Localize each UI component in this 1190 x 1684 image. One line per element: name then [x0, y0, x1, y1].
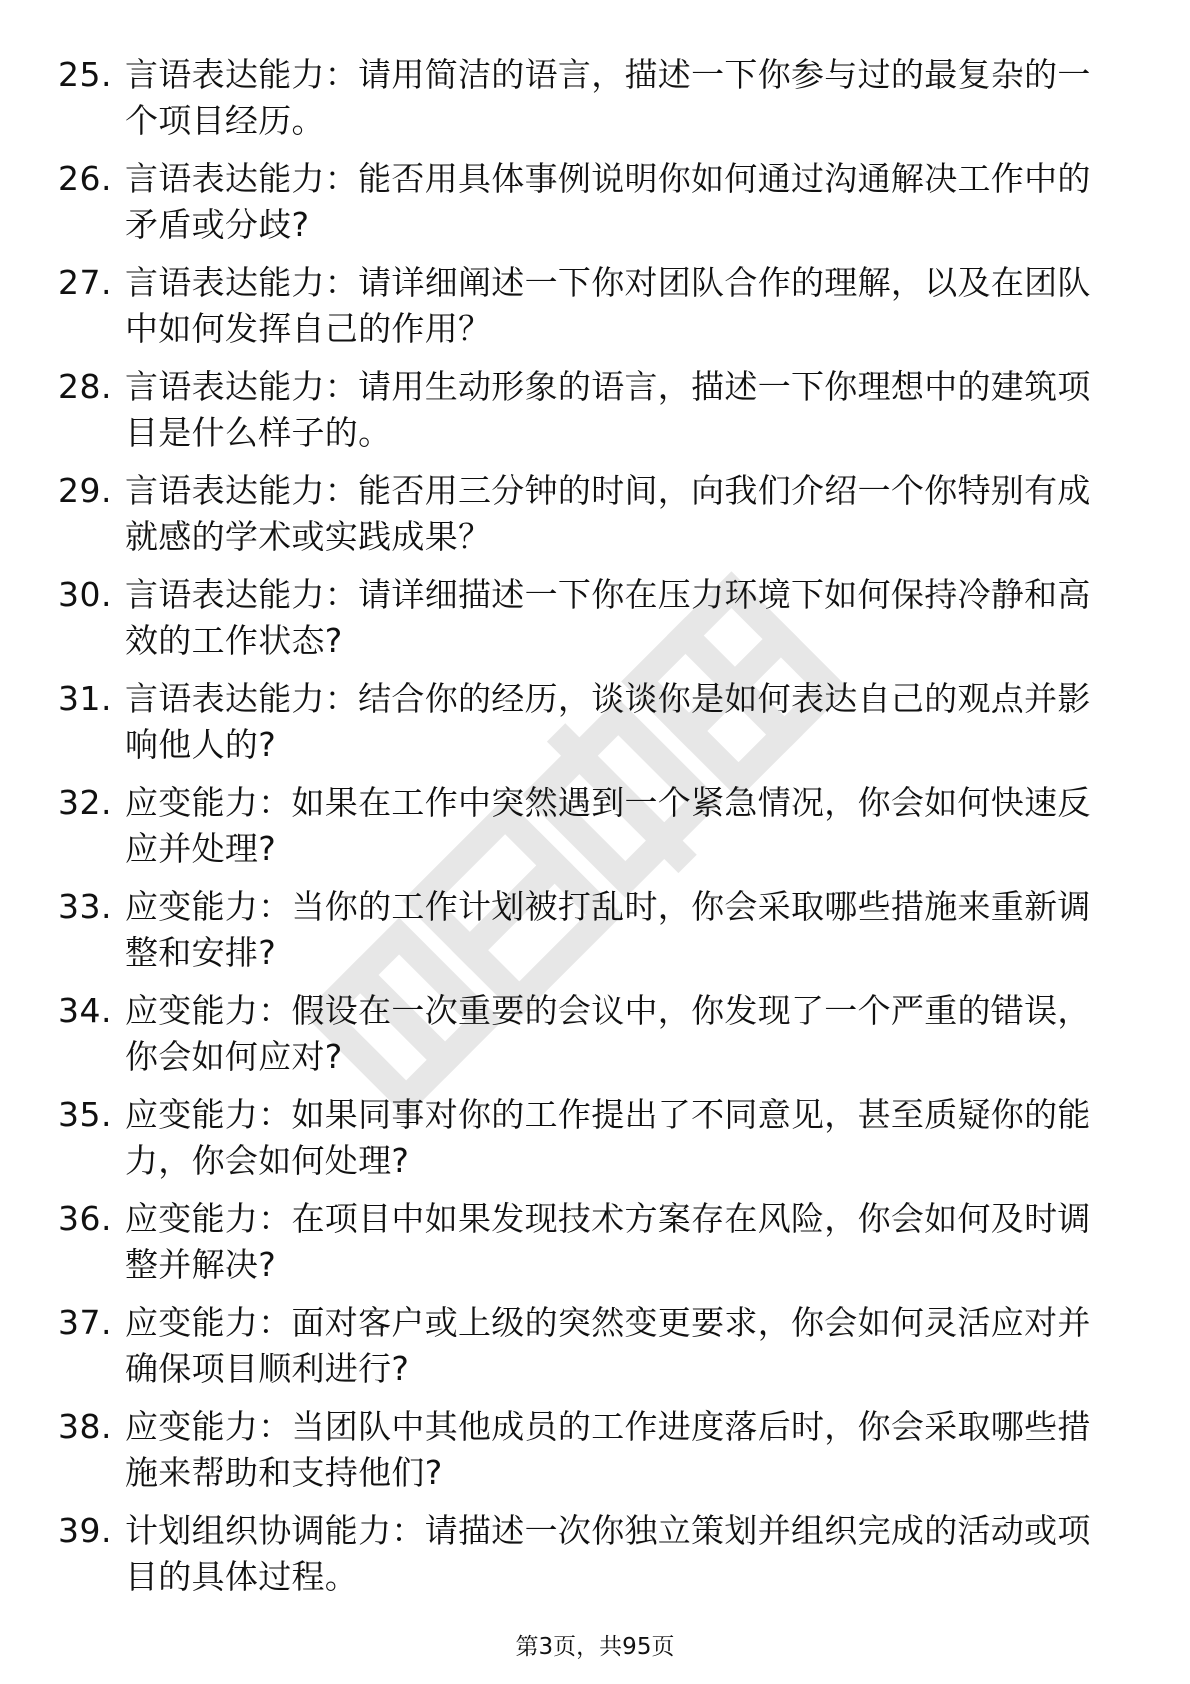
question-text: 应变能力：面对客户或上级的突然变更要求，你会如何灵活应对并确保项目顺利进行? — [125, 1303, 1091, 1388]
list-item — [0, 882, 1190, 986]
question-text: 言语表达能力：结合你的经历，谈谈你是如何表达自己的观点并影响他人的? — [125, 679, 1091, 764]
question-number: 25. — [58, 55, 112, 94]
question-text: 应变能力：如果同事对你的工作提出了不同意见，甚至质疑你的能力，你会如何处理? — [125, 1095, 1091, 1180]
question-number: 38. — [58, 1407, 112, 1446]
list-item — [0, 258, 1190, 362]
list-item — [0, 1194, 1190, 1298]
question-number: 37. — [58, 1303, 112, 1342]
list-item — [0, 466, 1190, 570]
question-number: 26. — [58, 159, 112, 198]
question-text: 应变能力：当你的工作计划被打乱时，你会采取哪些措施来重新调整和安排? — [125, 887, 1091, 972]
list-item — [0, 50, 1190, 154]
question-number: 30. — [58, 575, 112, 614]
list-item — [0, 1298, 1190, 1402]
page-footer — [0, 1632, 1190, 1662]
question-text: 应变能力：如果在工作中突然遇到一个紧急情况，你会如何快速反应并处理? — [125, 783, 1091, 868]
question-number: 35. — [58, 1095, 112, 1134]
list-item — [0, 674, 1190, 778]
list-item — [0, 362, 1190, 466]
question-number: 39. — [58, 1511, 112, 1550]
list-item — [0, 778, 1190, 882]
list-item — [0, 154, 1190, 258]
question-text: 计划组织协调能力：请描述一次你独立策划并组织完成的活动或项目的具体过程。 — [125, 1511, 1091, 1596]
list-item — [0, 570, 1190, 674]
question-number: 34. — [58, 991, 112, 1030]
question-text: 言语表达能力：能否用三分钟的时间，向我们介绍一个你特别有成就感的学术或实践成果？ — [125, 471, 1091, 556]
question-text: 言语表达能力：请用简洁的语言，描述一下你参与过的最复杂的一个项目经历。 — [125, 55, 1091, 140]
question-text: 言语表达能力：请详细阐述一下你对团队合作的理解，以及在团队中如何发挥自己的作用？ — [125, 263, 1091, 348]
question-text: 言语表达能力：能否用具体事例说明你如何通过沟通解决工作中的矛盾或分歧? — [125, 159, 1091, 244]
list-item — [0, 986, 1190, 1090]
question-number: 33. — [58, 887, 112, 926]
list-item — [0, 1402, 1190, 1506]
question-list — [0, 50, 1190, 1610]
question-number: 29. — [58, 471, 112, 510]
list-item — [0, 1506, 1190, 1610]
page-number-label: 第3页，共95页 — [515, 1634, 675, 1660]
question-number: 36. — [58, 1199, 112, 1238]
question-text: 应变能力：当团队中其他成员的工作进度落后时，你会采取哪些措施来帮助和支持他们? — [125, 1407, 1091, 1492]
question-text: 应变能力：在项目中如果发现技术方案存在风险，你会如何及时调整并解决? — [125, 1199, 1091, 1284]
question-number: 27. — [58, 263, 112, 302]
question-text: 言语表达能力：请用生动形象的语言，描述一下你理想中的建筑项目是什么样子的。 — [125, 367, 1091, 452]
question-text: 应变能力：假设在一次重要的会议中，你发现了一个严重的错误，你会如何应对? — [125, 991, 1091, 1076]
list-item — [0, 1090, 1190, 1194]
question-number: 28. — [58, 367, 112, 406]
question-text: 言语表达能力：请详细描述一下你在压力环境下如何保持冷静和高效的工作状态? — [125, 575, 1091, 660]
question-number: 32. — [58, 783, 112, 822]
question-number: 31. — [58, 679, 112, 718]
